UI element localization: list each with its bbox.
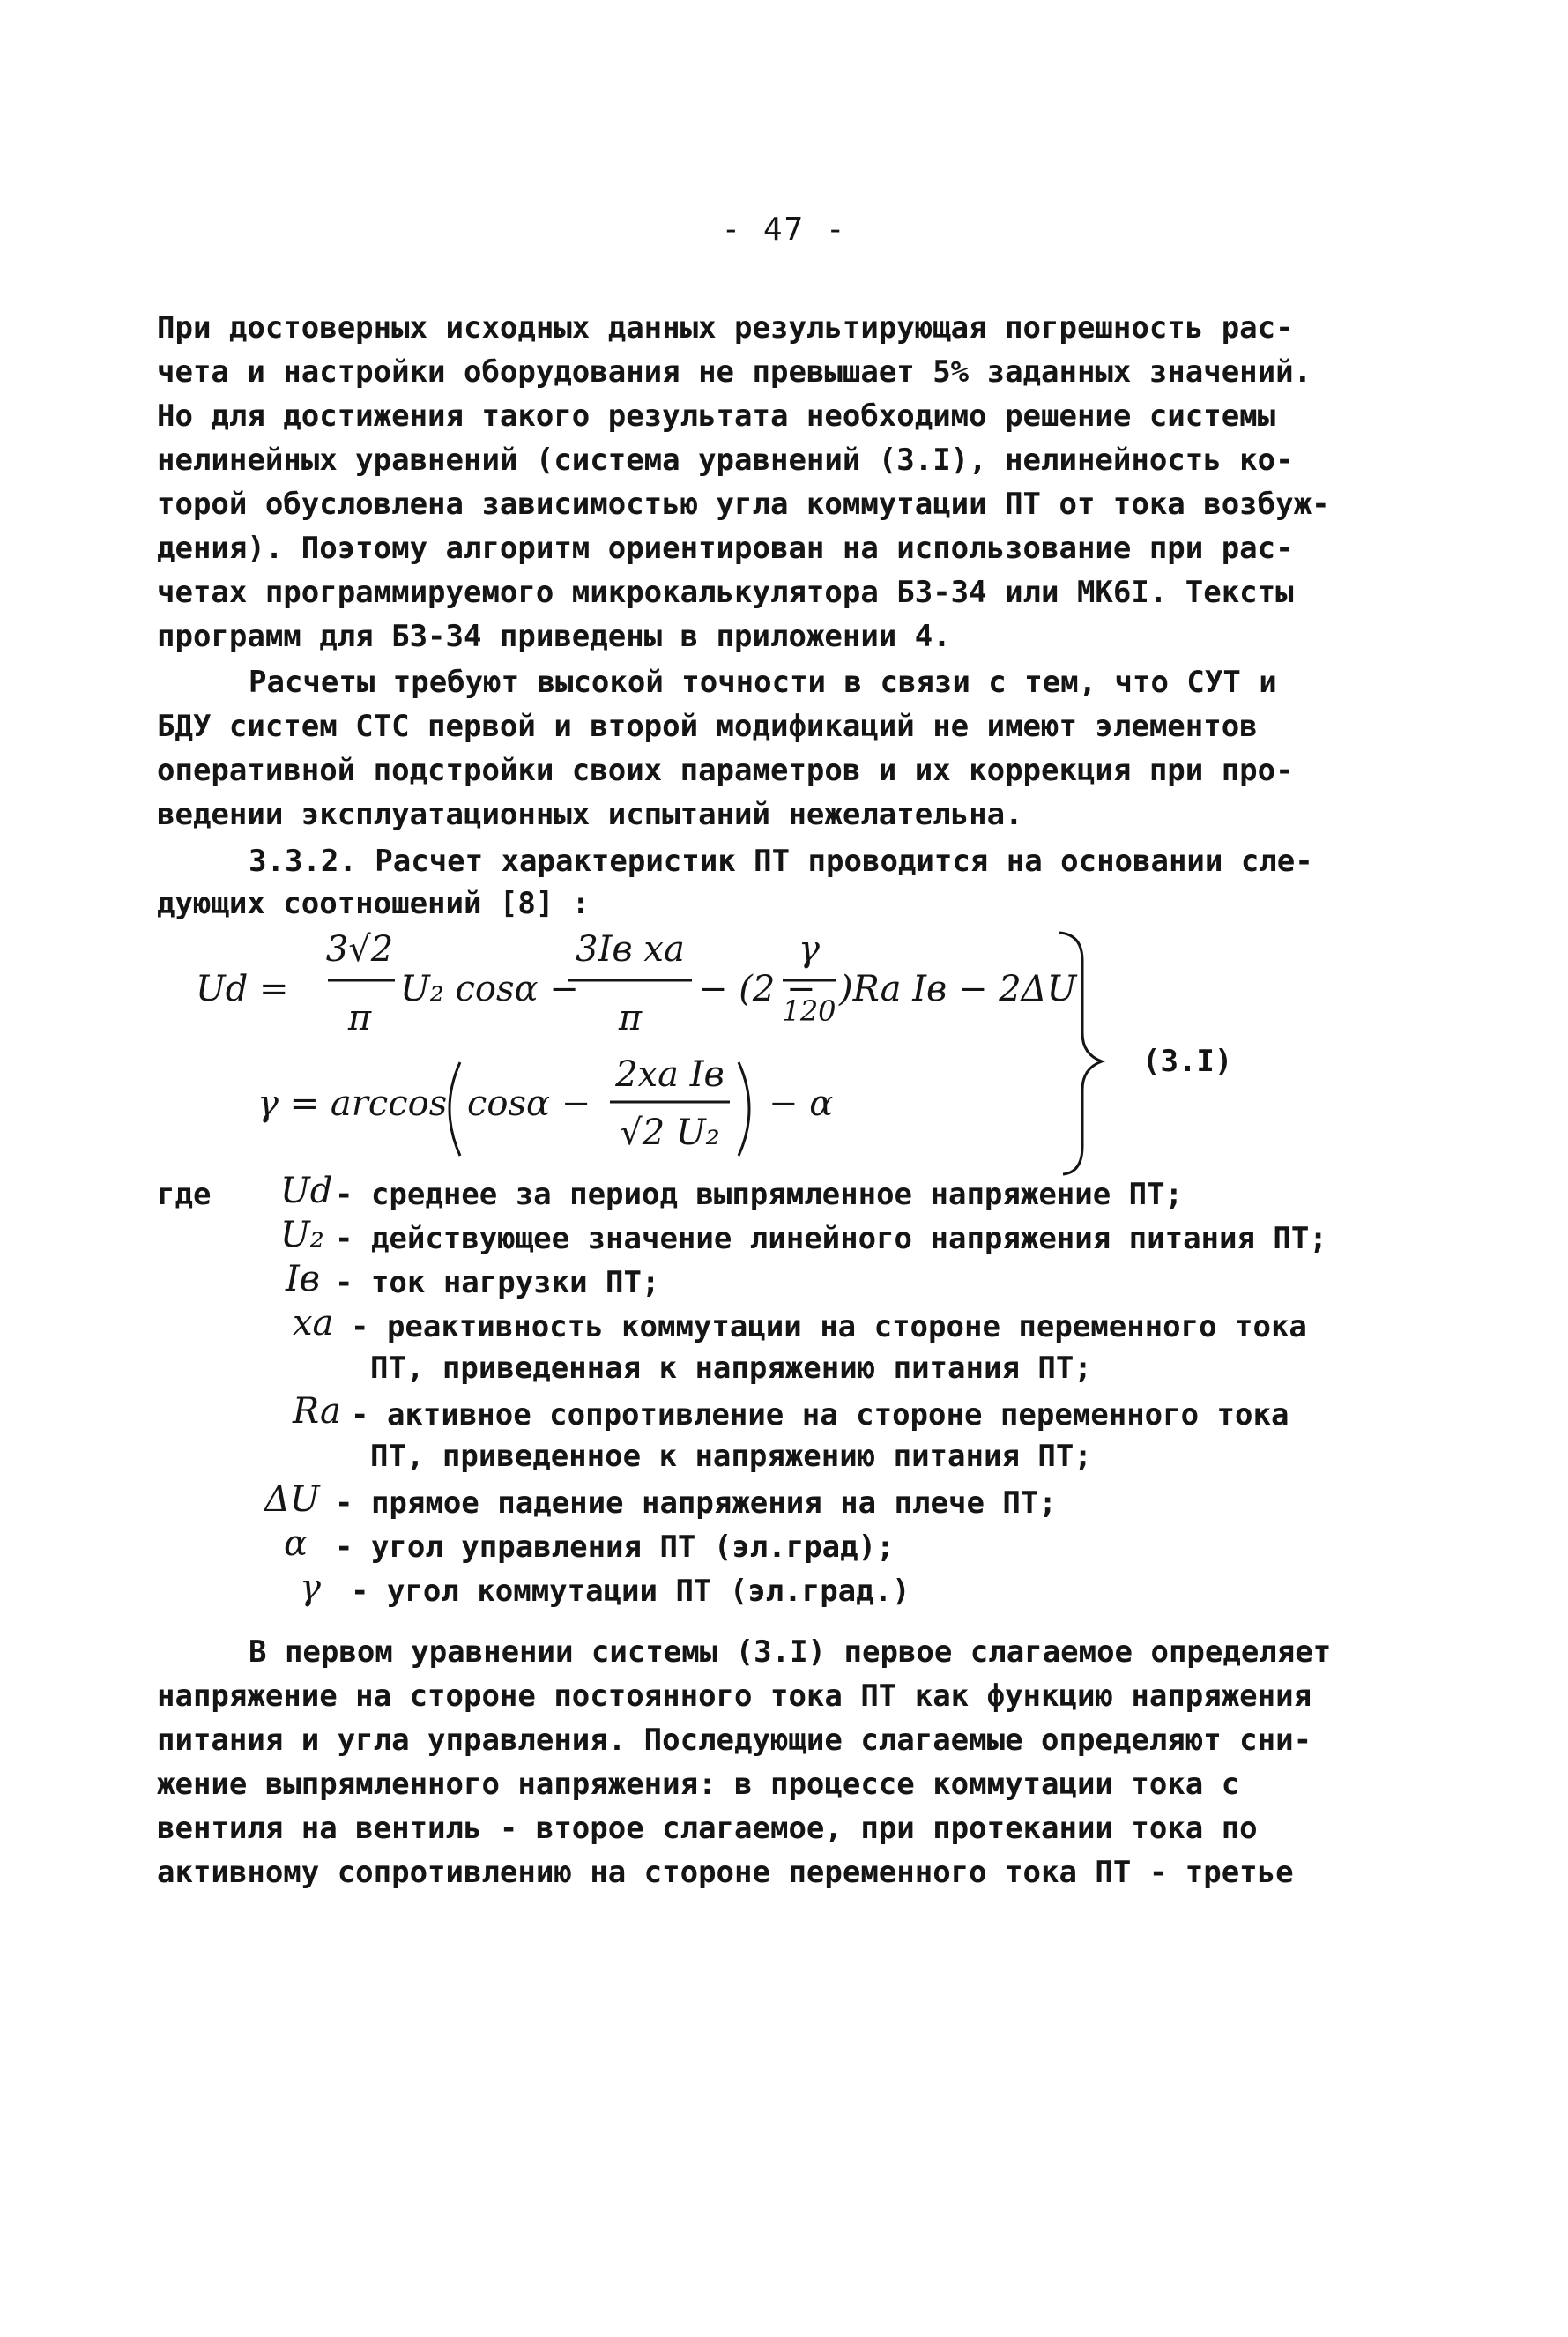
definition-text: ПТ, приведенная к напряжению питания ПТ; [370,1351,1092,1386]
eq1-lhs: Ud = [196,969,289,1009]
eq1-term2: − (2 − [698,969,816,1009]
text-line: 3.3.2. Расчет характеристик ПТ проводится на основании сле- [249,844,1313,879]
definition-symbol: ΔU [264,1479,320,1520]
definition-text: - прямое падение напряжения на плече ПТ; [335,1485,1057,1521]
definition-symbol: Iв [286,1259,321,1299]
definition-symbol: Ud [280,1171,333,1211]
definition-text: ПТ, приведенное к напряжению питания ПТ; [370,1439,1092,1474]
eq2-lhs: γ = arccos [257,1083,448,1124]
text-line: активному сопротивлению на стороне переменного тока ПТ - третье [157,1855,1294,1890]
text-line: чета и настройки оборудования не превышает 5% заданных значений. [157,354,1312,390]
text-line: Но для достижения такого результата необходимо решение системы [157,398,1276,434]
eq1-term1: U₂ cosα − [400,969,579,1009]
definition-symbol: U₂ [280,1215,324,1255]
eq1-frac1-num: 3√2 [325,929,394,970]
page-number: - 47 - [721,212,847,248]
text-line: вентиля на вентиль - второе слагаемое, при протекании тока по [157,1811,1258,1846]
definition-symbol: Ra [293,1391,341,1432]
eq1-frac2-num: 3Iв xa [576,929,685,970]
eq1-frac3-num: γ [799,929,820,970]
eq2-tail: − α [769,1083,834,1124]
eq2-frac-den: √2 U₂ [620,1113,720,1153]
eq1-frac3-den: 120 [782,994,836,1028]
text-line: нелинейных уравнений (система уравнений (3.I), нелинейность ко- [157,443,1294,478]
text-line: При достоверных исходных данных результирующая погрешность рас- [157,310,1294,346]
text-line: торой обусловлена зависимостью угла коммутации ПТ от тока возбуж- [157,487,1330,522]
definition-text: - реактивность коммутации на стороне переменного тока [351,1309,1307,1344]
text-line: БДУ систем СТС первой и второй модификаций не имеют элементов [157,709,1258,744]
eq2-inner: cosα − [467,1083,591,1124]
text-line: четах программируемого микрокалькулятора БЗ-34 или МК6I. Тексты [157,575,1294,610]
definition-text: - действующее значение линейного напряжения питания ПТ; [335,1221,1327,1256]
definition-text: - угол управления ПТ (эл.град); [335,1529,895,1565]
definition-symbol: xa [293,1303,334,1343]
text-line: В первом уравнении системы (3.I) первое слагаемое определяет [249,1634,1332,1670]
text-line: питания и угла управления. Последующие слагаемые определяют сни- [157,1723,1312,1758]
definition-symbol: γ [300,1567,321,1608]
definition-symbol: α [284,1523,308,1564]
text-line: дения). Поэтому алгоритм ориентирован на использование при рас- [157,531,1294,566]
right-paren [739,1062,749,1156]
definition-text: - ток нагрузки ПТ; [335,1265,660,1300]
text-line: Расчеты требуют высокой точности в связи с тем, что СУТ и [249,665,1277,700]
text-line: дующих соотношений [8] : [157,886,591,921]
definition-text: - среднее за период выпрямленное напряжение ПТ; [335,1177,1184,1212]
definition-text: - угол коммутации ПТ (эл.град.) [351,1574,910,1609]
eq2-frac-num: 2xa Iв [615,1054,725,1095]
eq1-frac1-den: π [347,998,372,1038]
left-paren [450,1062,460,1156]
text-line: оперативной подстройки своих параметров и их коррекция при про- [157,753,1294,788]
text-line: программ для БЗ-34 приведены в приложении 4. [157,619,951,654]
eq1-term3: )Ra Iв − 2ΔU [839,969,1077,1009]
text-line: жение выпрямленного напряжения: в процессе коммутации тока с [157,1767,1240,1802]
text-line: ведении эксплуатационных испытаний нежелательна. [157,797,1023,832]
definition-text: - активное сопротивление на стороне переменного тока [351,1397,1289,1433]
equation-number: (3.I) [1142,1044,1233,1079]
where-label: где [157,1177,212,1212]
text-line: напряжение на стороне постоянного тока ПТ как функцию напряжения [157,1678,1312,1714]
eq1-frac2-den: π [618,998,643,1038]
